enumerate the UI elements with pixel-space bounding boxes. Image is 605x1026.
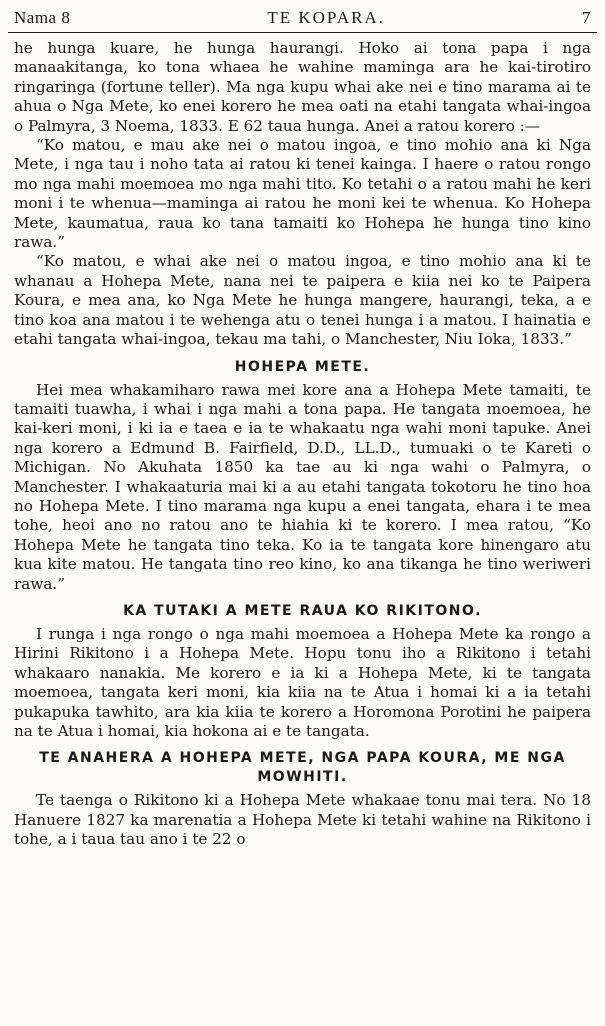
running-head xyxy=(14,8,591,28)
section-label: Nama 8 xyxy=(14,8,71,27)
paragraph-continued: he hunga kuare, he hunga haurangi. Hoko ai tona papa i nga manaakitanga, ko tona whaea he wahine maminga ara he kai-tirotiro ringaringa (fortune teller). Ma nga kupu whai ake nei e tino marama ai te ahua o Nga Mete, ko enei korero he mea oati na etahi tangata whai-ingoa o Palmyra, 3 Noema, 1833. E 62 taua hunga. Anei a ratou korero :— xyxy=(14,39,591,135)
section-heading: KA TUTAKI A METE RAUA KO RIKITONO. xyxy=(123,602,482,619)
quotation-paragraph: “Ko matou, e whai ake nei o matou ingoa, e tino mohio ana ki te whanau a Hohepa Mete, nana nei te paipera e kiia nei ko te Paipera Koura, e mea ana, ko Nga Mete he hunga mangere, haurangi, teka, a e tino koa ana matou i te wehenga atu o tenei hunga i a matou. I hainatia e etahi tangata whai-ingoa, tekau ma tahi, o Manchester, Niu Ioka, 1833.” xyxy=(14,252,591,349)
section-paragraph: I runga i nga rongo o nga mahi moemoea a Hohepa Mete ka rongo a Hirini Rikitono i a Hohepa Mete. Hopu tonu iho a Rikitono i tetahi whakaaro nanakia. Me korero e ia ki a Hohepa Mete, ki te tangata moemoea, tangata keri moni, kia kiia na te Atua i homai ki a ia tetahi pukapuka tawhito, ara kia kiia te korero a Horomona Porotini he paipera na te Atua i homai, kia hokona ai e te tangata. xyxy=(14,624,591,740)
section-heading: HOHEPA METE. xyxy=(234,358,371,375)
header-rule xyxy=(8,32,597,33)
section-paragraph: Hei mea whakamiharo rawa mei kore ana a Hohepa Mete tamaiti, te tamaiti tuawha, i whai i nga mahi a tona papa. He tangata moemoea, he kai-keri moni, i ki ia e taea e ia te whakaatu nga wahi moni tapuke. Anei nga korero a Edmund B. Fairfield, D.D., LL.D., tumuaki o te Kareti o Michigan. No Akuhata 1850 ka tae au ki nga wahi o Palmyra, o Manchester. I whakaaturia mai ki a au etahi tangata tokotoru he tino hoa no Hohepa Mete. I tino marama nga kupu a enei tangata, ehara i te mea tohe, heoi ano no ratou ano te hiahia ki te korero. I mea ratou, “Ko Hohepa Mete he tangata tino teka. Ko ia te tangata kore hinengaro atu kua kite matou. He tangata tino reo kino, ko ana tikanga he tino weriweri rawa.” xyxy=(14,380,591,593)
section-paragraph: Te taenga o Rikitono ki a Hohepa Mete whakaae tonu mai tera. No 18 Hanuere 1827 ka marenatia a Hohepa Mete ki tetahi wahine na Rikitono i tohe, a i taua tau ano i te 22 o xyxy=(14,791,591,849)
section-heading: TE ANAHERA A HOHEPA METE, NGA PAPA KOURA, ME NGA MOWHITI. xyxy=(39,750,566,786)
page-number: 7 xyxy=(581,8,591,27)
body-text xyxy=(14,39,591,850)
page-title: TE KOPARA. xyxy=(267,8,385,27)
quotation-paragraph: “Ko matou, e mau ake nei o matou ingoa, e tino mohio ana ki Nga Mete, i nga tau i noho tata ai ratou ki tenei kainga. I haere o ratou rongo mo nga mahi moemoea mo nga mahi tito. Ko tetahi o a ratou mahi he keri moni i te whenua—maminga ai ratou he moni kei te whenua. Ko Hohepa Mete, kaumatua, raua ko tana tamaiti ko Hohepa he hunga tino kino rawa.” xyxy=(14,136,591,252)
